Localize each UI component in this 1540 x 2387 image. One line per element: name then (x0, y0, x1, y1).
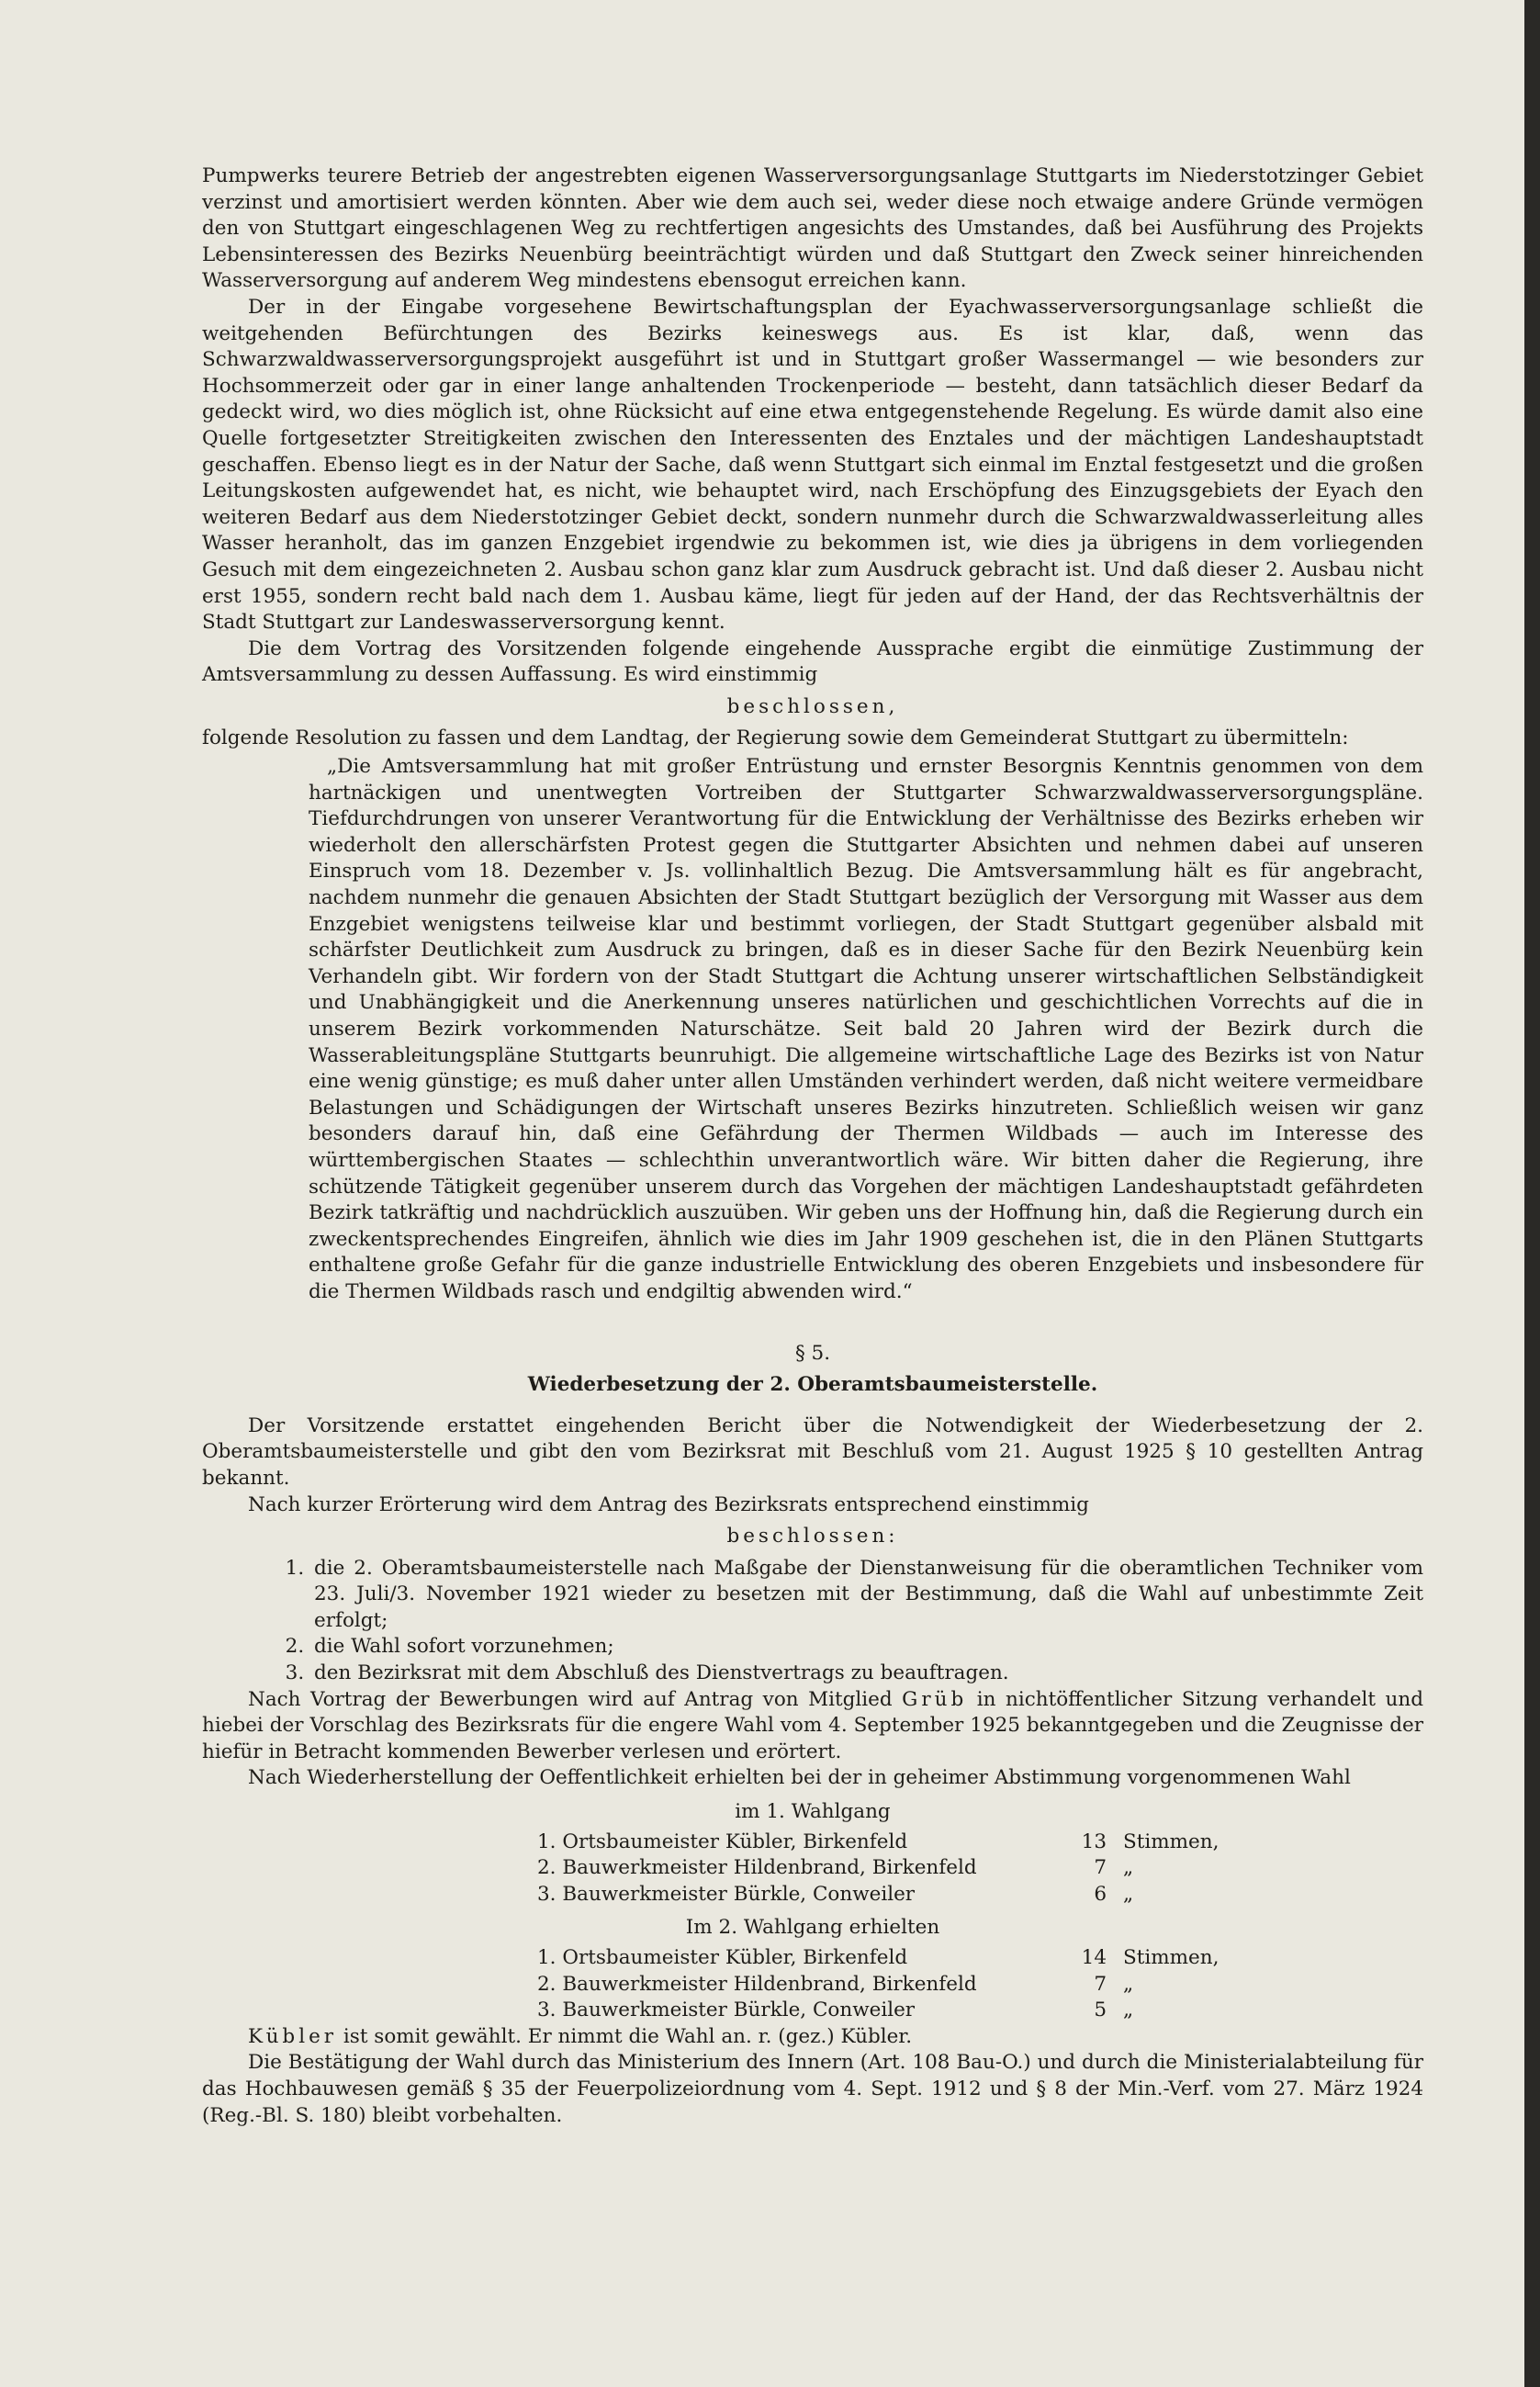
elected-name: Kübler (248, 2024, 338, 2048)
table-row (537, 1830, 1252, 1856)
candidate: 2. Bauwerkmeister Hildenbrand, Birkenfeld (537, 1856, 977, 1880)
text-run: Nach Vortrag der Bewerbungen wird auf Antrag von Mitglied (248, 1687, 903, 1711)
votes: 7 (1094, 1856, 1107, 1880)
paragraph: Pumpwerks teurere Betrieb der angestrebten eigenen Wasserversorgungsanlage Stuttgarts im Niederstotzinger Gebiet verzinst und amortisiert werden könnten. Aber wie dem auch sei, weder diese noch etwaige andere Gründe vermögen den von Stuttgart eingeschlagenen Weg zu rechtfertigen angesichts des Umstandes, daß bei Ausführung des Projekts Lebensinteressen des Bezirks Neuenbürg beeinträchtigt würden und daß Stuttgart den Zweck seiner hinreichenden Wasserversorgung auf anderem Weg mindestens ebensogut erreichen kann. (202, 164, 1423, 293)
table-row (537, 1855, 1252, 1882)
decision-heading: beschlossen: (726, 1525, 899, 1548)
paragraph: Nach Wiederherstellung der Oeffentlichkeit erhielten bei der in geheimer Abstimmung vorgenommenen Wahl (248, 1766, 1351, 1790)
resolution-heading: beschlossen, (726, 694, 899, 718)
decision-list (202, 1556, 1423, 1687)
unit: Stimmen, (1123, 1946, 1220, 1969)
table-row (537, 1972, 1252, 1999)
votes: 13 (1081, 1830, 1107, 1853)
unit: „ (1123, 1882, 1134, 1906)
paragraph: Der in der Eingabe vorgesehene Bewirtschaftungsplan der Eyachwasserversorgungsanlage schließt die weitgehenden Befürchtungen des Bezirks keineswegs aus. Es ist klar, daß, wenn das Schwarzwaldwasserversorgungsprojekt ausgeführt ist und in Stuttgart großer Wassermangel — wie besonders zur Hochsommerzeit oder gar in einer lange anhaltenden Trockenperiode — besteht, dann tatsächlich dieser Bedarf da gedeckt wird, wo dies möglich ist, ohne Rücksicht auf eine etwa entgegenstehende Regelung. Es würde damit also eine Quelle fortgesetzter Streitigkeiten zwischen den Interessenten des Enztales und der mächtigen Landeshauptstadt geschaffen. Ebenso liegt es in der Natur der Sache, daß wenn Stuttgart sich einmal im Enztal festgesetzt und die großen Leitungskosten aufgewendet hat, es nicht, wie behauptet wird, nach Erschöpfung des Einzugsgebiets der Eyach den weiteren Bedarf aus dem Niederstotzinger Gebiet deckt, sondern nunmehr durch die Schwarzwaldwasserleitung alles Wasser heranholt, das im ganzen Enzgebiet irgendwie zu bekommen ist, wie dies ja übrigens in dem vorliegenden Gesuch mit dem eingezeichneten 2. Ausbau schon ganz klar zum Ausdruck gebracht ist. Und daß dieser 2. Ausbau nicht erst 1955, sondern recht bald nach dem 1. Ausbau käme, liegt für jeden auf der Hand, der das Rechtsverhältnis der Stadt Stuttgart zur Landeswasserversorgung kennt. (202, 295, 1423, 635)
table-row (537, 1945, 1252, 1972)
votes: 6 (1094, 1882, 1107, 1906)
paragraph: Der Vorsitzende erstattet eingehenden Bericht über die Notwendigkeit der Wiederbesetzung der 2. Oberamtsbaumeisterstelle und gibt den vom Bezirksrat mit Beschluß vom 21. August 1925 § 10 gestellten Antrag bekannt. (202, 1413, 1423, 1490)
paragraph (202, 2024, 1423, 2051)
paragraph: folgende Resolution zu fassen und dem Landtag, der Regierung sowie dem Gemeinderat Stuttgart zu übermitteln: (202, 726, 1349, 750)
page-edge (1524, 0, 1540, 2387)
unit: „ (1123, 1972, 1134, 1996)
text-run: ist somit gewählt. Er nimmt die Wahl an. r. (gez.) Kübler. (337, 2024, 913, 2048)
list-item: 3. den Bezirksrat mit dem Abschluß des Dienstvertrags zu beauftragen. (310, 1661, 1423, 1687)
paragraph: Die Bestätigung der Wahl durch das Ministerium des Innern (Art. 108 Bau-O.) und durch die Ministerialabteilung für das Hochbauwesen gemäß § 35 der Feuerpolizeiordnung vom 4. Sept. 1912 und § 8 der Min.-Verf. vom 27. März 1924 (Reg.-Bl. S. 180) bleibt vorbehalten. (202, 2051, 1423, 2127)
vote-table (537, 1830, 1252, 1908)
round-label: Im 2. Wahlgang erhielten (685, 1916, 940, 1940)
paragraph: Die dem Vortrag des Vorsitzenden folgende eingehende Aussprache ergibt die einmütige Zustimmung der Amtsversammlung zu dessen Auffassung. Es wird einstimmig (202, 636, 1423, 687)
table-row (537, 1998, 1252, 2024)
text-run: in nichtöffentlicher Sitzung verhandelt und hiebei der Vorschlag des Bezirksrats für die engere Wahl vom 4. September 1925 bekanntgegeben und die Zeugnisse der hiefür in Betracht kommenden Bewerber verlesen und erörtert. (202, 1687, 1423, 1763)
votes: 5 (1094, 1999, 1107, 2022)
paragraph (202, 1687, 1423, 1766)
round-label: im 1. Wahlgang (735, 1800, 891, 1824)
member-name: Grüb (902, 1687, 968, 1711)
section-number: § 5. (794, 1341, 831, 1365)
list-item: 2. die Wahl sofort vorzunehmen; (310, 1634, 1423, 1661)
resolution-quote: „Die Amtsversammlung hat mit großer Entrüstung und ernster Besorgnis Kenntnis genommen von dem hartnäckigen und unentwegten Vortreiben der Stuttgarter Schwarzwaldwasserversorgungspläne. Tiefdurchdrungen von unserer Verantwortung für die Entwicklung der Verhältnisse des Bezirks erheben wir wiederholt den allerschärfsten Protest gegen die Stuttgarter Absichten und nehmen dabei auf unseren Einspruch vom 18. Dezember v. Js. vollinhaltlich Bezug. Die Amtsversammlung hält es für angebracht, nachdem nunmehr die genauen Absichten der Stadt Stuttgart bezüglich der Versorgung mit Wasser aus dem Enzgebiet wenigstens teilweise klar und bestimmt vorliegen, der Stadt Stuttgart gegenüber alsbald mit schärfster Deutlichkeit zum Ausdruck zu bringen, daß es in dieser Sache für den Bezirk Neuenbürg kein Verhandeln gibt. Wir fordern von der Stadt Stuttgart die Achtung unserer wirtschaftlichen Selbständigkeit und Unabhängigkeit und die Anerkennung unseres natürlichen und geschichtlichen Vorrechts auf die in unserem Bezirk vorkommenden Naturschätze. Seit bald 20 Jahren wird der Bezirk durch die Wasserableitungspläne Stuttgarts beunruhigt. Die allgemeine wirtschaftliche Lage des Bezirks ist von Natur eine wenig günstige; es muß daher unter allen Umständen verhindert werden, daß nicht weitere vermeidbare Belastungen und Schädigungen der Wirtschaft unseres Bezirks hinzutreten. Schließlich weisen wir ganz besonders darauf hin, daß eine Gefährdung der Thermen Wildbads — auch im Interesse des württembergischen Staates — schlechthin unverantwortlich wäre. Wir bitten daher die Regierung, ihre schützende Tätigkeit gegenüber unserem durch das Vorgehen der mächtigen Landeshauptstadt gefährdeten Bezirk tatkräftig und nachdrücklich auszuüben. Wir geben uns der Hoffnung hin, daß die Regierung durch ein zweckentsprechendes Eingreifen, ähnlich wie dies im Jahr 1909 geschehen ist, die in den Plänen Stuttgarts enthaltene große Gefahr für die ganze industrielle Entwicklung des oberen Enzgebiets und insbesondere für die Thermen Wildbads rasch und endgiltig abwenden wird.“ (309, 755, 1423, 1303)
votes: 7 (1094, 1972, 1107, 1996)
table-row (537, 1882, 1252, 1908)
page-body (202, 163, 1423, 2129)
vote-table (537, 1945, 1252, 2024)
candidate: 3. Bauwerkmeister Bürkle, Conweiler (537, 1882, 916, 1906)
candidate: 2. Bauwerkmeister Hildenbrand, Birkenfeld (537, 1972, 977, 1996)
unit: „ (1123, 1999, 1134, 2022)
unit: „ (1123, 1856, 1134, 1880)
candidate: 3. Bauwerkmeister Bürkle, Conweiler (537, 1999, 916, 2022)
unit: Stimmen, (1123, 1830, 1220, 1853)
paragraph: Nach kurzer Erörterung wird dem Antrag des Bezirksrats entsprechend einstimmig (248, 1492, 1089, 1516)
section-title: Wiederbesetzung der 2. Oberamtsbaumeisterstelle. (527, 1373, 1098, 1397)
list-item: 1. die 2. Oberamtsbaumeisterstelle nach Maßgabe der Dienstanweisung für die oberamtlichen Techniker vom 23. Juli/3. November 1921 wieder zu besetzen mit der Bestimmung, daß die Wahl auf unbestimmte Zeit erfolgt; (310, 1556, 1423, 1635)
candidate: 1. Ortsbaumeister Kübler, Birkenfeld (537, 1946, 908, 1969)
candidate: 1. Ortsbaumeister Kübler, Birkenfeld (537, 1830, 908, 1853)
votes: 14 (1081, 1946, 1107, 1969)
